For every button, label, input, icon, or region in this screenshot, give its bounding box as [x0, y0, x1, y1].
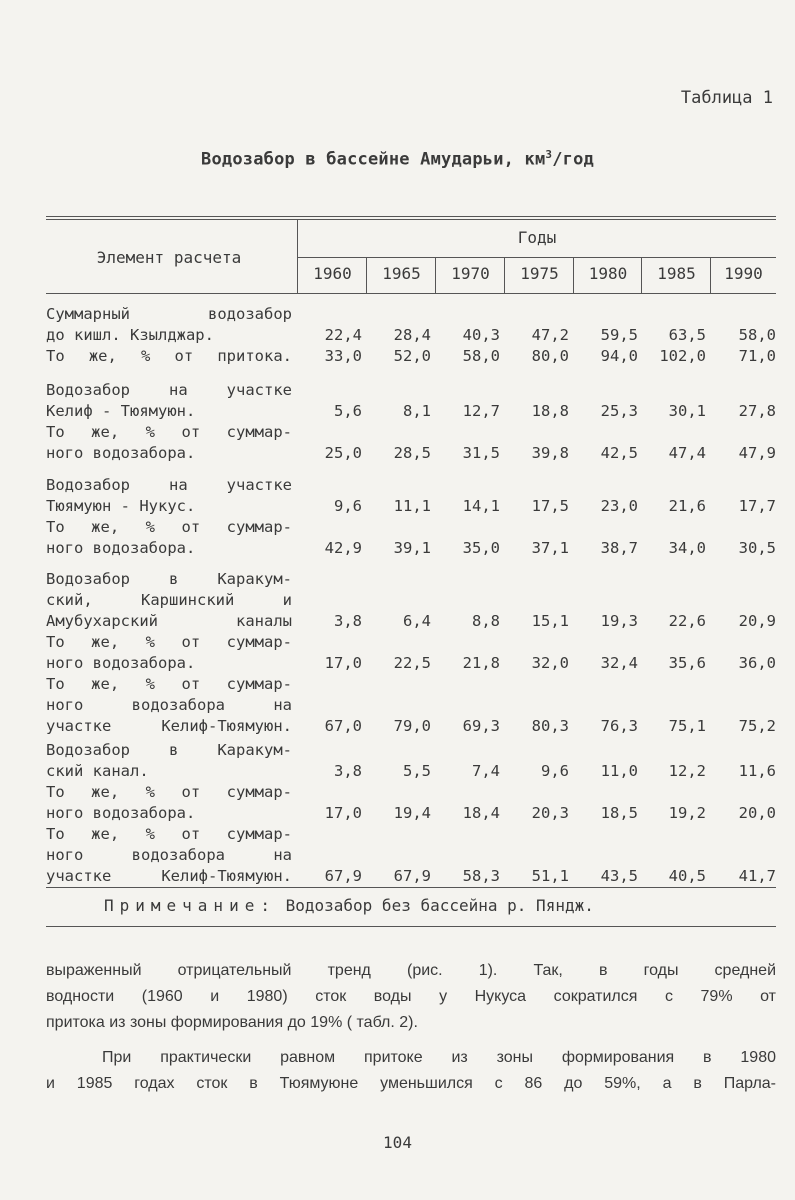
title-main: Водозабор в бассейне Амударьи, км	[201, 149, 546, 170]
row-label: То же, % от притока.	[46, 347, 292, 365]
value-cell-1965: 19,4	[393, 804, 431, 822]
value-cell-1985: 19,2	[668, 804, 706, 822]
page-number: 104	[383, 1133, 412, 1152]
year-header-1985: 1985	[657, 264, 696, 283]
value-cell-1960: 5,6	[334, 402, 362, 420]
value-cell-1975: 47,2	[531, 326, 569, 344]
value-cell-1985: 63,5	[668, 326, 706, 344]
table-row	[46, 761, 786, 782]
value-cell-1985: 21,6	[668, 497, 706, 515]
table-row	[46, 590, 786, 611]
table-row	[46, 632, 786, 653]
value-cell-1970: 7,4	[472, 762, 500, 780]
value-cell-1975: 18,8	[531, 402, 569, 420]
table-row	[46, 304, 786, 325]
row-label: ного водозабора.	[46, 804, 196, 822]
value-cell-1960: 3,8	[334, 762, 362, 780]
value-cell-1990: 27,8	[738, 402, 776, 420]
note-text: Водозабор без бассейна р. Пяндж.	[275, 896, 594, 915]
header-element: Элемент расчета	[96, 248, 242, 267]
table-row	[46, 674, 786, 695]
header-bottom-rule	[46, 293, 776, 294]
header-years: Годы	[517, 228, 557, 247]
value-cell-1965: 8,1	[403, 402, 431, 420]
table-row	[46, 401, 786, 422]
value-cell-1970: 31,5	[462, 444, 500, 462]
table-row	[46, 380, 786, 401]
table-block	[46, 304, 786, 367]
value-cell-1990: 20,9	[738, 612, 776, 630]
value-cell-1990: 30,5	[738, 539, 776, 557]
value-cell-1965: 6,4	[403, 612, 431, 630]
table-row	[46, 538, 786, 559]
title-sup: 3	[545, 148, 553, 161]
row-label: Водозабор на участке	[46, 476, 292, 494]
value-cell-1970: 14,1	[462, 497, 500, 515]
table-block	[46, 740, 786, 887]
value-cell-1970: 8,8	[472, 612, 500, 630]
value-cell-1965: 79,0	[393, 717, 431, 735]
table-row	[46, 866, 786, 887]
value-cell-1980: 32,4	[600, 654, 638, 672]
value-cell-1960: 17,0	[324, 804, 362, 822]
value-cell-1975: 17,5	[531, 497, 569, 515]
value-cell-1960: 33,0	[324, 347, 362, 365]
row-label: ного водозабора.	[46, 444, 196, 462]
value-cell-1985: 30,1	[668, 402, 706, 420]
table-bottom-rule	[46, 887, 776, 888]
value-cell-1985: 75,1	[668, 717, 706, 735]
row-label: Суммарный водозабор	[46, 305, 292, 323]
value-cell-1970: 35,0	[462, 539, 500, 557]
years-header-rule	[298, 257, 776, 258]
paragraph-line: водности (1960 и 1980) сток воды у Нукуса сократился с 79% от	[46, 988, 776, 1005]
table-row	[46, 824, 786, 845]
year-header-1970: 1970	[451, 264, 490, 283]
row-label: Тюямуюн - Нукус.	[46, 497, 196, 515]
value-cell-1965: 67,9	[393, 867, 431, 885]
year-header-1960: 1960	[313, 264, 352, 283]
value-cell-1970: 21,8	[462, 654, 500, 672]
value-cell-1965: 52,0	[393, 347, 431, 365]
value-cell-1975: 51,1	[531, 867, 569, 885]
row-label: до кишл. Кзылджар.	[46, 326, 214, 344]
table-row	[46, 695, 786, 716]
value-cell-1965: 28,4	[393, 326, 431, 344]
value-cell-1975: 80,0	[531, 347, 569, 365]
table-row	[46, 517, 786, 538]
table-top-rule	[46, 216, 776, 217]
table-top-rule-2	[46, 219, 776, 220]
table-row	[46, 422, 786, 443]
table-row	[46, 496, 786, 517]
row-label: ного водозабора.	[46, 539, 196, 557]
value-cell-1970: 58,3	[462, 867, 500, 885]
table-block	[46, 569, 786, 737]
row-label: Водозабор в Каракум-	[46, 570, 292, 588]
value-cell-1980: 19,3	[600, 612, 638, 630]
year-header-1965: 1965	[382, 264, 421, 283]
table-row	[46, 845, 786, 866]
table-caption: Таблица 1	[680, 88, 773, 108]
row-label: То же, % от суммар-	[46, 633, 292, 651]
value-cell-1970: 12,7	[462, 402, 500, 420]
value-cell-1980: 94,0	[600, 347, 638, 365]
value-cell-1990: 41,7	[738, 867, 776, 885]
row-label: То же, % от суммар-	[46, 783, 292, 801]
paragraph-line: При практически равном притоке из зоны формирования в 1980	[102, 1049, 776, 1066]
note-label: Примечание:	[104, 896, 276, 915]
row-label: Келиф - Тюямуюн.	[46, 402, 196, 420]
value-cell-1965: 22,5	[393, 654, 431, 672]
value-cell-1980: 11,0	[600, 762, 638, 780]
table-row	[46, 346, 786, 367]
value-cell-1985: 22,6	[668, 612, 706, 630]
value-cell-1975: 15,1	[531, 612, 569, 630]
row-label: Водозабор в Каракум-	[46, 741, 292, 759]
value-cell-1990: 11,6	[738, 762, 776, 780]
year-header-1990: 1990	[724, 264, 763, 283]
table-block	[46, 380, 786, 464]
note-bottom-rule	[46, 926, 776, 927]
year-divider	[504, 257, 505, 293]
value-cell-1960: 67,0	[324, 717, 362, 735]
table-note	[104, 896, 594, 915]
value-cell-1980: 76,3	[600, 717, 638, 735]
value-cell-1990: 20,0	[738, 804, 776, 822]
table-row	[46, 803, 786, 824]
value-cell-1960: 42,9	[324, 539, 362, 557]
row-label: Водозабор на участке	[46, 381, 292, 399]
table-title	[0, 148, 795, 170]
value-cell-1985: 40,5	[668, 867, 706, 885]
value-cell-1985: 102,0	[659, 347, 706, 365]
row-label: То же, % от суммар-	[46, 825, 292, 843]
table-row	[46, 653, 786, 674]
table-row	[46, 716, 786, 737]
row-label: ного водозабора на	[46, 696, 292, 714]
value-cell-1975: 37,1	[531, 539, 569, 557]
table-row	[46, 740, 786, 761]
paragraph-line: притока из зоны формирования до 19% ( табл. 2).	[46, 1014, 418, 1031]
value-cell-1960: 67,9	[324, 867, 362, 885]
value-cell-1970: 40,3	[462, 326, 500, 344]
year-divider	[710, 257, 711, 293]
value-cell-1975: 20,3	[531, 804, 569, 822]
value-cell-1980: 42,5	[600, 444, 638, 462]
value-cell-1990: 75,2	[738, 717, 776, 735]
value-cell-1970: 69,3	[462, 717, 500, 735]
value-cell-1985: 12,2	[668, 762, 706, 780]
value-cell-1985: 47,4	[668, 444, 706, 462]
value-cell-1990: 17,7	[738, 497, 776, 515]
year-divider	[435, 257, 436, 293]
value-cell-1975: 80,3	[531, 717, 569, 735]
value-cell-1980: 23,0	[600, 497, 638, 515]
value-cell-1960: 9,6	[334, 497, 362, 515]
value-cell-1980: 59,5	[600, 326, 638, 344]
paragraph-line: выраженный отрицательный тренд (рис. 1). Так, в годы средней	[46, 962, 776, 979]
year-divider	[641, 257, 642, 293]
year-header-1980: 1980	[588, 264, 628, 283]
value-cell-1965: 39,1	[393, 539, 431, 557]
table-block	[46, 475, 786, 559]
value-cell-1975: 9,6	[541, 762, 569, 780]
table-row	[46, 782, 786, 803]
value-cell-1965: 11,1	[393, 497, 431, 515]
row-label: То же, % от суммар-	[46, 518, 292, 536]
value-cell-1970: 58,0	[462, 347, 500, 365]
value-cell-1960: 3,8	[334, 612, 362, 630]
value-cell-1990: 47,9	[738, 444, 776, 462]
value-cell-1970: 18,4	[462, 804, 500, 822]
value-cell-1965: 28,5	[393, 444, 431, 462]
value-cell-1975: 39,8	[531, 444, 569, 462]
row-label: То же, % от суммар-	[46, 423, 292, 441]
table-row	[46, 443, 786, 464]
value-cell-1980: 43,5	[600, 867, 638, 885]
year-divider	[573, 257, 574, 293]
row-label: ного водозабора.	[46, 654, 196, 672]
value-cell-1985: 35,6	[668, 654, 706, 672]
row-label: участке Келиф-Тюямуюн.	[46, 867, 292, 885]
table-row	[46, 569, 786, 590]
row-label: ский, Каршинский и	[46, 591, 292, 609]
year-header-1975: 1975	[520, 264, 559, 283]
row-label: ного водозабора на	[46, 846, 292, 864]
value-cell-1960: 25,0	[324, 444, 362, 462]
row-label: То же, % от суммар-	[46, 675, 292, 693]
value-cell-1975: 32,0	[531, 654, 569, 672]
value-cell-1985: 34,0	[668, 539, 706, 557]
row-label: ский канал.	[46, 762, 149, 780]
value-cell-1965: 5,5	[403, 762, 431, 780]
title-suffix: /год	[552, 149, 594, 170]
row-label: участке Келиф-Тюямуюн.	[46, 717, 292, 735]
value-cell-1980: 18,5	[600, 804, 638, 822]
value-cell-1960: 17,0	[324, 654, 362, 672]
value-cell-1990: 58,0	[738, 326, 776, 344]
table-row	[46, 611, 786, 632]
value-cell-1990: 71,0	[738, 347, 776, 365]
year-divider	[366, 257, 367, 293]
paragraph-line: и 1985 годах сток в Тюямуюне уменьшился с 86 до 59%, а в Парла-	[46, 1075, 776, 1092]
row-label: Амубухарский каналы	[46, 612, 292, 630]
value-cell-1980: 38,7	[600, 539, 638, 557]
value-cell-1990: 36,0	[738, 654, 776, 672]
value-cell-1960: 22,4	[324, 326, 362, 344]
table-row	[46, 325, 786, 346]
table-row	[46, 475, 786, 496]
value-cell-1980: 25,3	[600, 402, 638, 420]
